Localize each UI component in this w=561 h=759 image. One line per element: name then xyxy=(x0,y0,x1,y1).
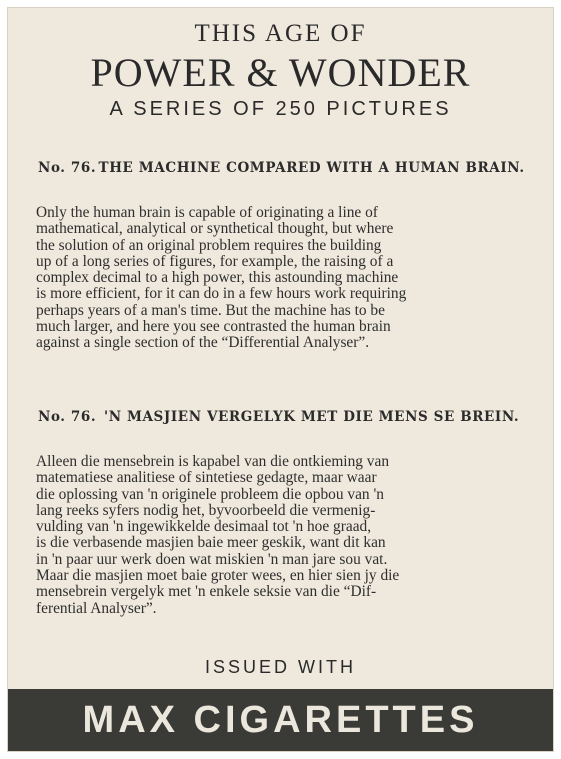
english-line: Only the human brain is capable of originating a line of xyxy=(36,204,378,221)
afrikaans-line: mensebrein vergelyk met 'n enkele seksie van die “Dif- xyxy=(36,583,377,601)
english-line: up of a long series of figures, for example, the raising of a xyxy=(36,252,394,270)
afrikaans-title xyxy=(38,409,527,426)
series-subtitle: A SERIES OF 250 PICTURES xyxy=(109,98,452,120)
afrikaans-line: matematiese analitiese of sintetiese gedagte, maar waar xyxy=(36,469,377,487)
english-line: perhaps years of a man's time. But the machine has to be xyxy=(36,301,385,319)
brand-name: MAX CIGARETTES xyxy=(82,698,479,741)
english-title xyxy=(38,160,527,177)
english-line: is more efficient, for it can do in a few hours work requiring xyxy=(36,285,407,303)
afrikaans-card-number: No. 76. xyxy=(38,409,97,425)
english-line: much larger, and here you see contrasted the human brain xyxy=(36,318,391,336)
english-card-number: No. 76. xyxy=(38,160,97,176)
series-title: POWER & WONDER xyxy=(90,50,471,95)
english-title-text: THE MACHINE COMPARED WITH A HUMAN BRAIN. xyxy=(98,160,525,176)
afrikaans-line: in 'n paar uur werk doen wat miskien 'n man jare sou vat. xyxy=(36,550,388,568)
afrikaans-line: vulding van 'n ingewikkelde desimaal tot 'n hoe graad, xyxy=(36,518,372,536)
english-body xyxy=(36,205,527,352)
brand-banner xyxy=(8,689,553,751)
english-line: complex decimal to a high power, this astounding machine xyxy=(36,269,399,287)
afrikaans-line: Alleen die mensebrein is kapabel van die ontkieming van xyxy=(36,453,390,470)
afrikaans-line: die oplossing van 'n originele probleem die opbou van 'n xyxy=(36,485,384,503)
english-line: against a single section of the “Differential Analyser”. xyxy=(36,334,370,352)
series-heading-top: THIS AGE OF xyxy=(194,20,367,47)
afrikaans-line: ferential Analyser”. xyxy=(36,599,157,617)
issued-with-label: ISSUED WITH xyxy=(204,657,356,677)
afrikaans-line: is die verbasende masjien baie meer geskik, want dit kan xyxy=(36,534,386,552)
afrikaans-body xyxy=(36,454,527,617)
english-line: the solution of an original problem requires the building xyxy=(36,236,382,254)
english-line: mathematical, analytical or synthetical thought, but where xyxy=(36,220,394,238)
afrikaans-title-text: 'N MASJIEN VERGELYK MET DIE MENS SE BREIN. xyxy=(103,409,520,425)
afrikaans-line: lang reeks syfers nodig het, byvoorbeeld die vermenig- xyxy=(36,501,376,519)
afrikaans-line: Maar die masjien moet baie groter wees, en hier sien jy die xyxy=(36,567,400,585)
cigarette-card xyxy=(8,8,553,751)
